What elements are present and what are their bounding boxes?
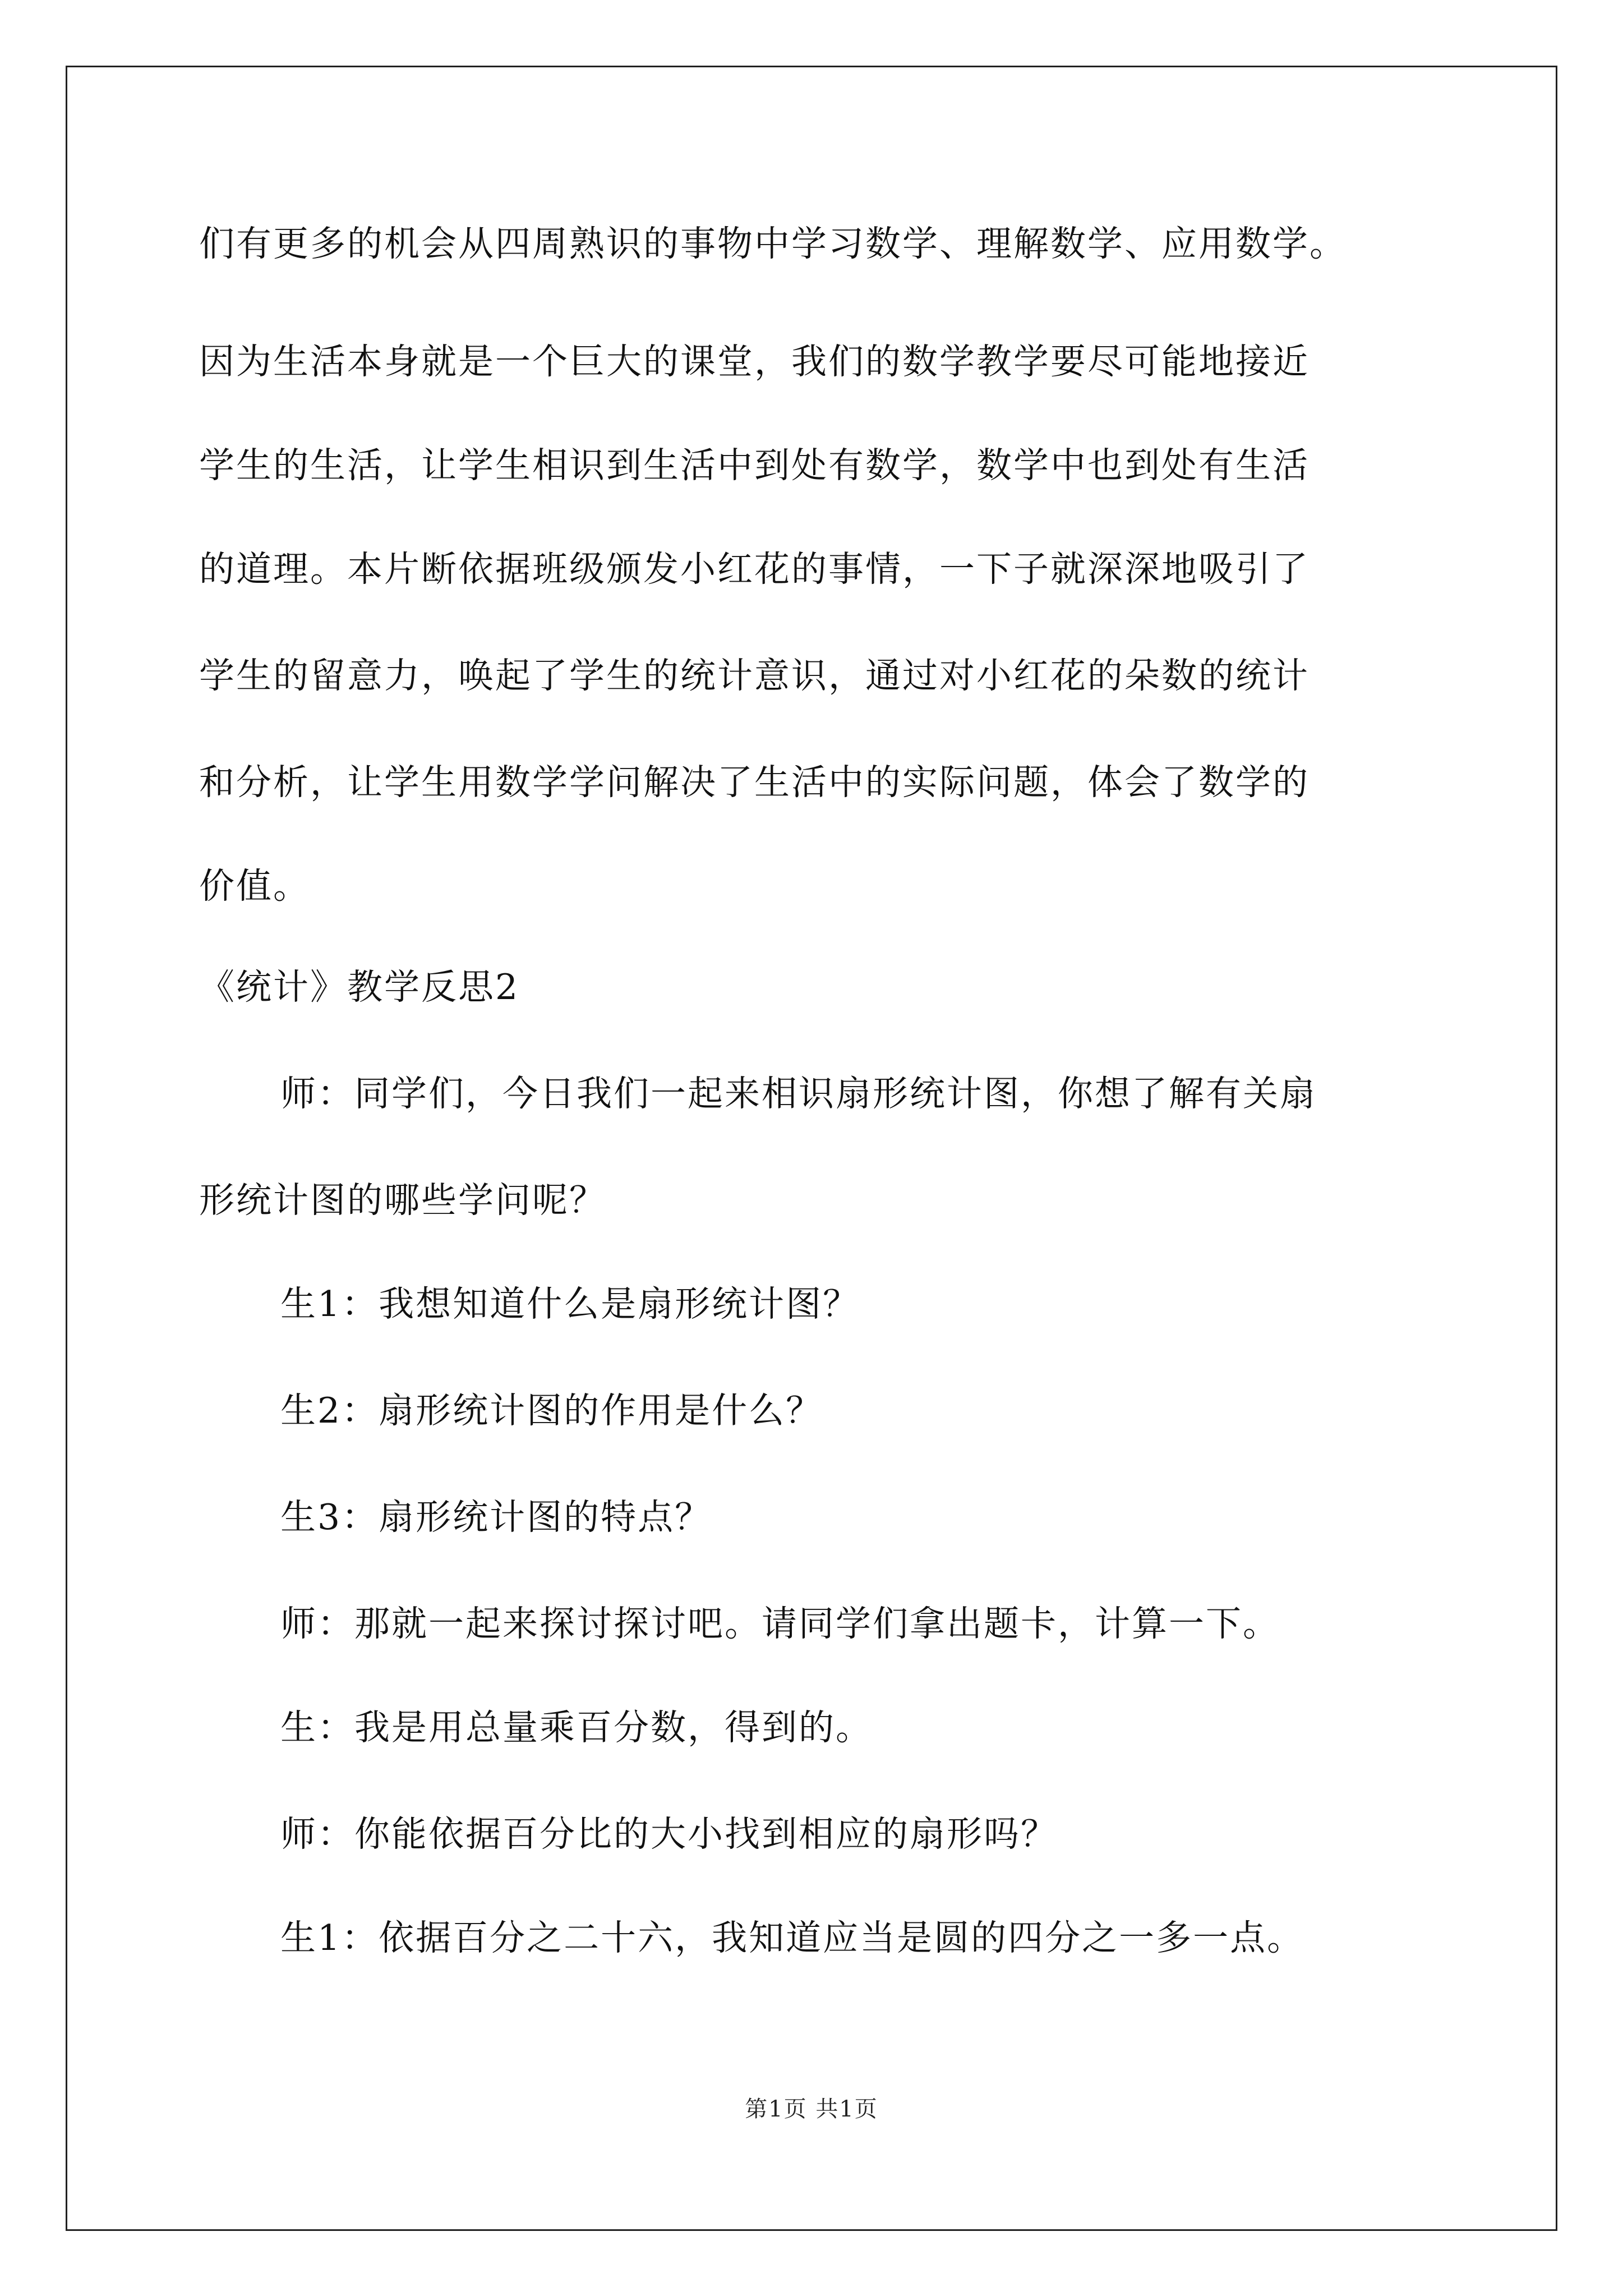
paragraph-line: 的道理。本片断依据班级颁发小红花的事情，一下子就深深地吸引了 [199, 549, 1310, 590]
dialogue-line: 师：那就一起来探讨探讨吧。请同学们拿出题卡，计算一下。 [280, 1603, 1280, 1644]
dialogue-line: 生3：扇形统计图的特点？ [280, 1497, 712, 1538]
paragraph-line: 们有更多的机会从四周熟识的事物中学习数学、理解数学、应用数学。 [199, 223, 1347, 264]
dialogue-line: 师：同学们，今日我们一起来相识扇形统计图，你想了解有关扇 [280, 1073, 1317, 1114]
dialogue-line: 生1：依据百分之二十六，我知道应当是圆的四分之一多一点。 [280, 1917, 1304, 1958]
dialogue-line: 生1：我想知道什么是扇形统计图？ [280, 1283, 860, 1324]
dialogue-line: 形统计图的哪些学问呢？ [199, 1180, 606, 1221]
paragraph-line: 因为生活本身就是一个巨大的课堂，我们的数学教学要尽可能地接近 [199, 341, 1310, 382]
paragraph-line: 学生的留意力，唤起了学生的统计意识，通过对小红花的朵数的统计 [199, 655, 1310, 696]
dialogue-line: 师：你能依据百分比的大小找到相应的扇形吗？ [280, 1814, 1058, 1855]
section-title: 《统计》教学反思2 [199, 967, 520, 1007]
paragraph-line: 和分析，让学生用数学学问解决了生活中的实际问题，体会了数学的 [199, 762, 1310, 803]
dialogue-line: 生2：扇形统计图的作用是什么？ [280, 1390, 823, 1431]
paragraph-line: 价值。 [199, 866, 310, 907]
page-footer: 第1页 共1页 [745, 2096, 878, 2122]
page-border [66, 66, 1557, 2231]
paragraph-line: 学生的生活，让学生相识到生活中到处有数学，数学中也到处有生活 [199, 445, 1310, 486]
dialogue-line: 生：我是用总量乘百分数，得到的。 [280, 1707, 873, 1748]
